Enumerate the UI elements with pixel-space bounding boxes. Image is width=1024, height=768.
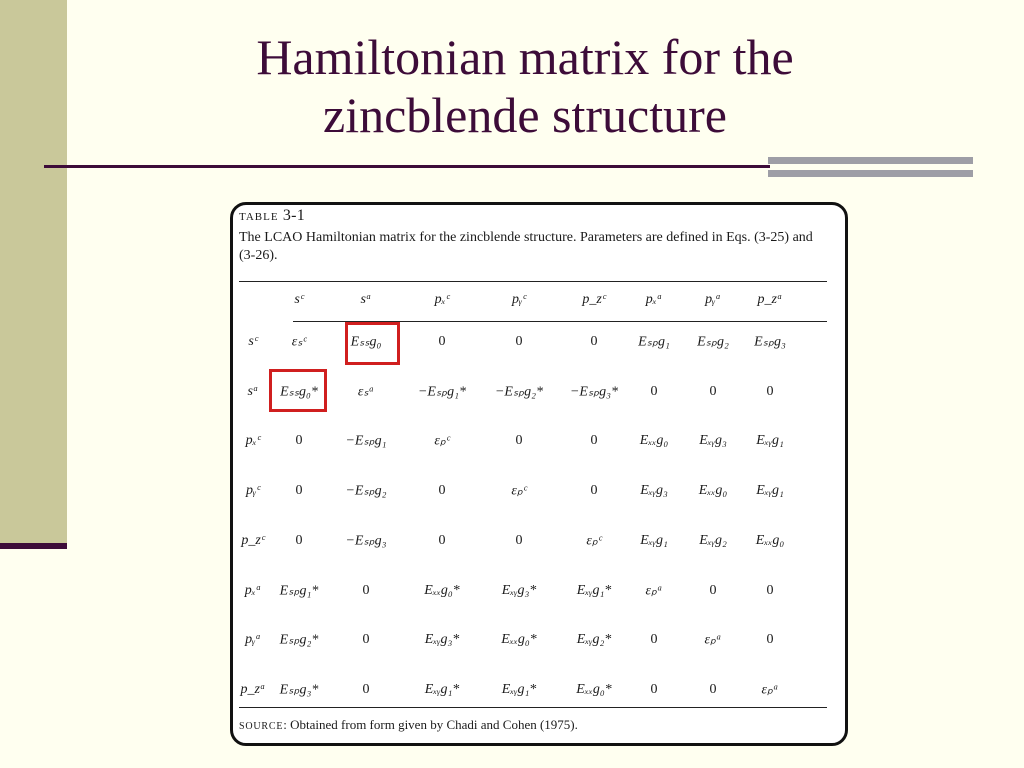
matrix-cell: 0 xyxy=(362,582,370,598)
highlight-box-ss-g0-conjugate xyxy=(269,369,327,412)
title-rule-accent-bottom xyxy=(768,170,973,177)
matrix-cell: Eₓᵧg₁ xyxy=(756,483,784,499)
row-header: pᵧᶜ xyxy=(246,483,260,499)
column-header: p_zᶜ xyxy=(582,292,606,307)
table-label xyxy=(239,207,305,225)
matrix-cell: −Eₛₚg₂* xyxy=(494,384,544,400)
matrix-cell: −Eₛₚg₂ xyxy=(345,483,387,499)
row-header: pₓᶜ xyxy=(245,433,261,449)
matrix-cell: Eₛₚg₁ xyxy=(638,334,670,350)
matrix-cell: 0 xyxy=(515,334,523,349)
matrix-cell: Eₓₓg₀* xyxy=(576,681,612,697)
matrix-cell: Eₓᵧg₁* xyxy=(424,681,460,697)
table-bottom-rule xyxy=(239,707,827,708)
matrix-cell: εₛᵃ xyxy=(357,384,375,400)
matrix-cell: −Eₛₚg₃ xyxy=(345,533,387,549)
table-image-panel xyxy=(230,202,848,746)
matrix-cell: Eₓₓg₀* xyxy=(424,582,460,598)
highlight-box-ss-g0 xyxy=(345,322,400,365)
row-header: p_zᶜ xyxy=(241,532,265,548)
matrix-cell: Eₓₓg₀* xyxy=(501,632,537,648)
matrix-cell: 0 xyxy=(362,632,370,648)
matrix-cell: −Eₛₚg₃* xyxy=(569,384,619,400)
matrix-cell: −Eₛₚg₁* xyxy=(417,384,467,400)
table-caption: The LCAO Hamiltonian matrix for the zincblende structure. Parameters are defined in Eqs. (3-25) and (3-26). xyxy=(239,230,813,263)
matrix-cell: 0 xyxy=(438,334,446,349)
matrix-cell: Eₛₛg₀* xyxy=(280,384,318,400)
matrix-cell: 0 xyxy=(590,334,598,349)
matrix-cell: 0 xyxy=(295,532,303,548)
matrix-cell: Eₛₛg₀ xyxy=(350,334,382,350)
matrix-cell: Eₓᵧg₂* xyxy=(576,632,612,648)
matrix-cell: Eₓᵧg₂ xyxy=(699,532,727,548)
matrix-cell: 0 xyxy=(709,582,717,598)
matrix-cell: Eₓᵧg₃* xyxy=(501,582,537,598)
matrix-cell: 0 xyxy=(590,433,598,449)
matrix-cell: 0 xyxy=(438,483,446,499)
row-header: pᵧᵃ xyxy=(245,632,261,648)
matrix-cell: εₚᶜ xyxy=(586,533,602,549)
matrix-cell: 0 xyxy=(766,383,774,399)
matrix-cell: 0 xyxy=(295,433,303,449)
matrix-cell: 0 xyxy=(650,632,658,648)
matrix-cell: 0 xyxy=(650,681,658,697)
matrix-cell: 0 xyxy=(438,532,446,548)
side-bar-decoration xyxy=(0,0,67,545)
table-top-rule xyxy=(239,281,827,282)
matrix-cell: 0 xyxy=(295,483,303,499)
matrix-cell: Eₛₚg₂* xyxy=(279,632,319,648)
row-header: pₓᵃ xyxy=(244,582,262,598)
row-header: sᵃ xyxy=(247,383,259,399)
matrix-cell: 0 xyxy=(515,433,523,449)
row-header: sᶜ xyxy=(248,334,258,349)
source-prefix: SOURCE xyxy=(239,721,284,732)
matrix-cell: 0 xyxy=(709,383,717,399)
matrix-cell: Eₓᵧg₃ xyxy=(640,483,668,499)
matrix-cell: εₚᶜ xyxy=(511,483,527,499)
matrix-cell: εₛᶜ xyxy=(291,334,307,350)
matrix-cell: εₚᵃ xyxy=(645,583,663,598)
matrix-cell: εₚᵃ xyxy=(704,632,722,648)
matrix-cell: Eₛₚg₃* xyxy=(279,682,319,698)
matrix-cell: εₚᶜ xyxy=(434,433,450,449)
column-header: sᶜ xyxy=(294,292,304,307)
column-header: pₓᵃ xyxy=(645,292,663,307)
slide-title xyxy=(95,28,955,144)
matrix-cell: 0 xyxy=(766,632,774,648)
matrix-cell: Eₓᵧg₁* xyxy=(501,681,537,697)
matrix-cell: Eₓᵧg₁* xyxy=(576,582,612,598)
matrix-cell: 0 xyxy=(766,582,774,598)
column-header: sᵃ xyxy=(360,292,372,307)
slide-title-line-1: Hamiltonian matrix for the xyxy=(256,29,794,85)
matrix-cell: Eₓᵧg₁ xyxy=(756,433,784,449)
matrix-cell: 0 xyxy=(515,532,523,548)
side-bar-accent xyxy=(0,543,67,549)
matrix-cell: Eₓᵧg₁ xyxy=(640,532,668,548)
table-label-prefix: TABLE xyxy=(239,211,279,223)
table-label-number: 3-1 xyxy=(282,207,306,224)
title-rule-accent-top xyxy=(768,157,973,164)
matrix-cell: Eₛₚg₁* xyxy=(279,583,319,598)
matrix-cell: 0 xyxy=(362,681,370,697)
column-header: pₓᶜ xyxy=(434,292,450,307)
matrix-cell: Eₓᵧg₃* xyxy=(424,632,460,648)
slide-title-line-2: zincblende structure xyxy=(323,87,727,143)
matrix-cell: Eₛₚg₂ xyxy=(697,334,729,350)
matrix-cell: εₚᵃ xyxy=(761,682,779,698)
source-text: : Obtained from form given by Chadi and Cohen (1975). xyxy=(283,717,578,732)
matrix-cell: −Eₛₚg₁ xyxy=(345,433,387,449)
column-header: pᵧᵃ xyxy=(705,292,721,307)
matrix-cell: Eₓₓg₀ xyxy=(755,532,785,548)
matrix-cell: Eₓₓg₀ xyxy=(639,433,669,449)
matrix-cell: 0 xyxy=(650,383,658,399)
matrix-cell: Eₓᵧg₃ xyxy=(699,433,727,449)
table-source-note xyxy=(239,717,578,733)
matrix-cell: 0 xyxy=(709,681,717,697)
title-underline xyxy=(44,165,770,168)
matrix-cell: Eₛₚg₃ xyxy=(754,334,786,350)
column-header: pᵧᶜ xyxy=(512,292,526,307)
matrix-cell: 0 xyxy=(590,483,598,499)
column-header: p_zᵃ xyxy=(757,292,783,307)
row-header: p_zᵃ xyxy=(240,681,266,697)
matrix-cell: Eₓₓg₀ xyxy=(698,483,728,499)
